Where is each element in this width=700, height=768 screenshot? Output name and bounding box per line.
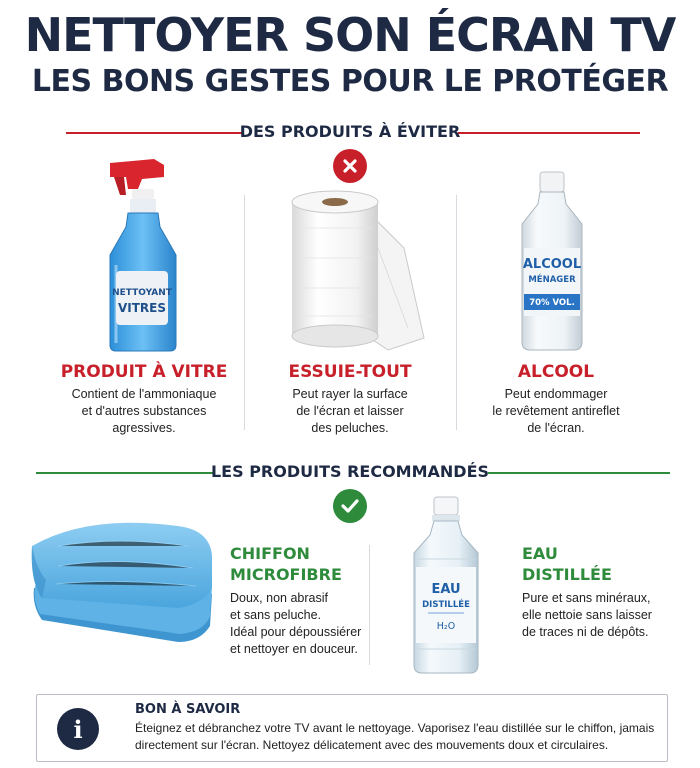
desc-line: Contient de l'ammoniaque xyxy=(71,387,217,401)
column-divider xyxy=(456,195,457,430)
info-box xyxy=(36,694,668,762)
bottle-label-line1: NETTOYANT xyxy=(112,288,172,298)
title-line: DISTILLÉE xyxy=(522,565,612,584)
recommended-section-heading xyxy=(0,461,700,485)
desc-line: Peut rayer la surface xyxy=(292,387,408,401)
bottle-label-line2: MÉNAGER xyxy=(528,275,576,285)
avoid-item-title: ALCOOL xyxy=(517,362,595,382)
desc-line: des peluches. xyxy=(311,421,389,435)
avoid-item-title: ESSUIE-TOUT xyxy=(288,362,412,382)
desc-line: de l'écran et laisser xyxy=(296,404,404,418)
recommended-item-desc xyxy=(522,590,682,641)
page-subtitle: LES BONS GESTES POUR LE PROTÉGER xyxy=(31,64,669,99)
avoid-item-desc xyxy=(54,386,234,437)
avoid-item-desc xyxy=(258,386,442,437)
microfiber-cloth-illustration xyxy=(28,516,216,646)
desc-line: et nettoyer en douceur. xyxy=(230,642,358,656)
avoid-item-title: PRODUIT À VITRE xyxy=(60,362,228,382)
bottle-label-line2: DISTILLÉE xyxy=(422,600,470,610)
desc-line: et d'autres substances xyxy=(81,404,207,418)
distilled-water-bottle-illustration xyxy=(408,495,484,675)
recommended-item-desc xyxy=(230,590,370,658)
title-line: EAU xyxy=(522,544,558,563)
desc-line: et sans peluche. xyxy=(230,608,322,622)
desc-line: Pure et sans minéraux, xyxy=(522,591,651,605)
bottle-label-line1: EAU xyxy=(431,582,461,597)
desc-line: agressives. xyxy=(112,421,176,435)
desc-line: elle nettoie sans laisser xyxy=(522,608,652,622)
desc-line: le revêtement antireflet xyxy=(492,404,620,418)
bottle-label-band: 70% VOL. xyxy=(529,298,575,308)
title-line: CHIFFON xyxy=(230,544,310,563)
info-text: Éteignez et débranchez votre TV avant le nettoyage. Vaporisez l'eau distillée sur le chiffon, jamais directement sur l'écran. Nettoyez délicatement avec des mouvements doux et circulaires. xyxy=(135,721,655,752)
desc-line: Peut endommager xyxy=(504,387,608,401)
recommended-section-label: LES PRODUITS RECOMMANDÉS xyxy=(210,462,490,481)
alcohol-bottle-illustration xyxy=(516,170,588,352)
avoid-section-label: DES PRODUITS À ÉVITER xyxy=(239,122,461,141)
desc-line: Idéal pour dépoussiérer xyxy=(230,625,362,639)
bottle-label-line1: ALCOOL xyxy=(522,257,582,272)
column-divider xyxy=(244,195,245,430)
avoid-item-desc xyxy=(466,386,646,437)
desc-line: de l'écran. xyxy=(527,421,585,435)
bottle-label-line2: VITRES xyxy=(117,301,167,315)
glass-cleaner-bottle-illustration xyxy=(98,155,188,355)
paper-towel-illustration xyxy=(288,188,428,353)
info-icon: i xyxy=(57,708,99,750)
desc-line: de traces ni de dépôts. xyxy=(522,625,649,639)
recommended-item-title xyxy=(522,543,612,585)
bottle-label-formula: H₂O xyxy=(436,621,456,632)
page-title: NETTOYER SON ÉCRAN TV xyxy=(24,8,676,62)
avoid-section-heading xyxy=(0,121,700,145)
recommended-item-title xyxy=(230,543,342,585)
check-icon xyxy=(333,489,367,523)
info-title: BON À SAVOIR xyxy=(135,702,241,717)
cross-icon xyxy=(333,149,367,183)
title-line: MICROFIBRE xyxy=(230,565,342,584)
desc-line: Doux, non abrasif xyxy=(230,591,328,605)
